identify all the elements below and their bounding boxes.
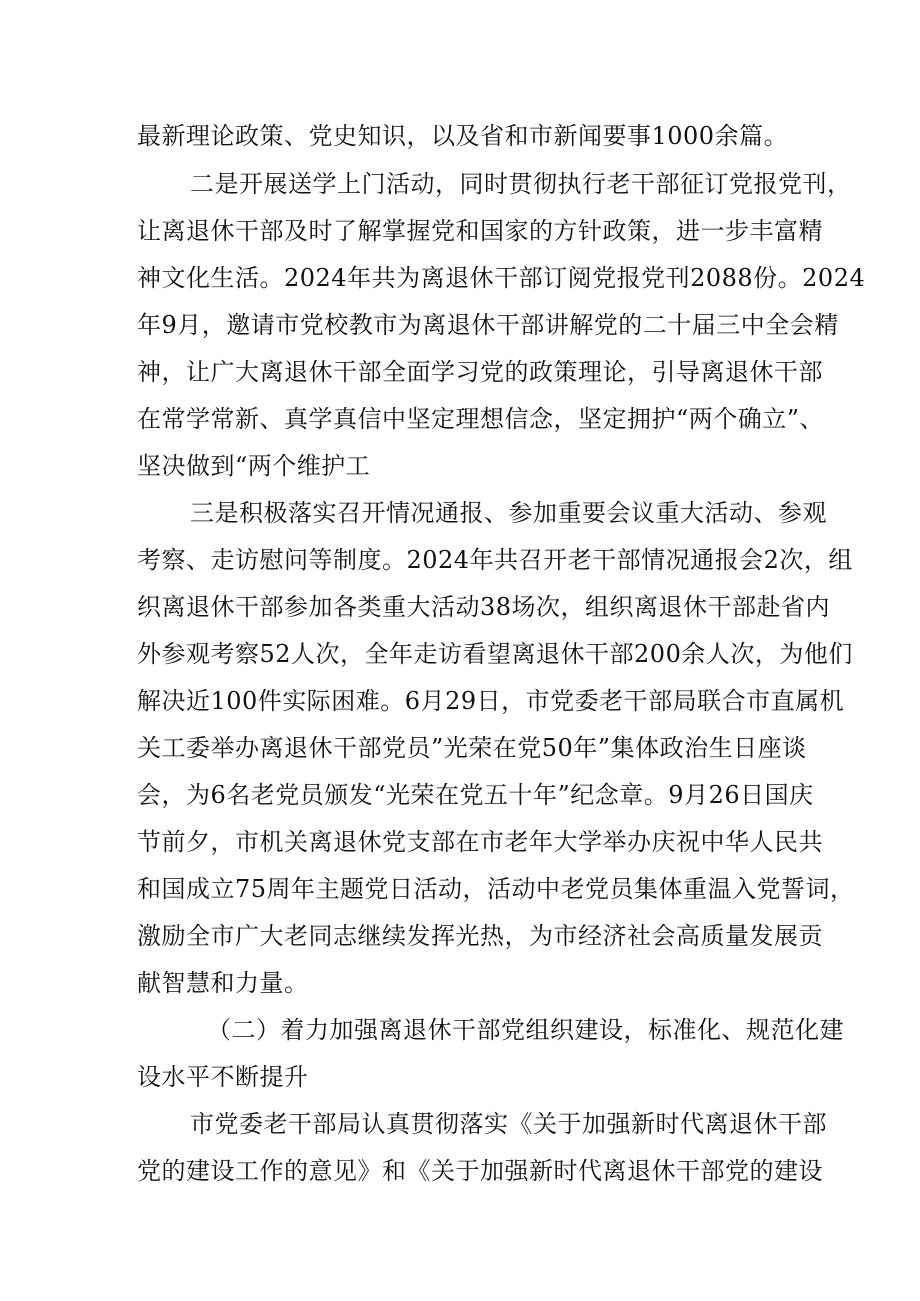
text-line: 年9月，邀请市党校教市为离退休干部讲解党的二十届三中全会精 (137, 311, 839, 339)
text-line: 最新理论政策、党史知识，以及省和市新闻要事1000余篇。 (137, 122, 789, 150)
text-line: 坚决做到“两个维护工 (137, 452, 371, 480)
text-line: 会，为6名老党员颁发“光荣在党五十年”纪念章。9月26日国庆 (137, 781, 814, 809)
paragraph-start-line: 三是积极落实召开情况通报、参加重要会议重大活动、参观 (190, 499, 827, 527)
paragraph-start-line: 市党委老干部局认真贯彻落实《关于加强新时代离退休干部 (190, 1110, 827, 1138)
text-line: 关工委举办离退休干部党员”光荣在党50年”集体政治生日座谈 (137, 734, 807, 762)
paragraph-start-line: 二是开展送学上门活动，同时贯彻执行老干部征订党报党刊， (190, 170, 852, 198)
section-heading-line: （二）着力加强离退休干部党组织建设，标准化、规范化建 (207, 1016, 844, 1044)
text-line: 节前夕，市机关离退休党支部在市老年大学举办庆祝中华人民共 (137, 828, 823, 856)
text-line: 党的建设工作的意见》和《关于加强新时代离退休干部党的建设 (137, 1157, 823, 1185)
text-line: 在常学常新、真学真信中坚定理想信念，坚定拥护“两个确立”、 (137, 405, 825, 433)
text-line: 织离退休干部参加各类重大活动38场次，组织离退休干部赴省内 (137, 593, 831, 621)
text-line: 外参观考察52人次，全年走访看望离退休干部200余人次，为他们 (137, 640, 853, 668)
text-line: 神文化生活。2024年共为离退休干部订阅党报党刊2088份。2024 (137, 264, 866, 292)
text-line: 激励全市广大老同志继续发挥光热，为市经济社会高质量发展贡 (137, 922, 823, 950)
text-line: 解决近100件实际困难。6月29日，市党委老干部局联合市直属机 (137, 687, 845, 715)
text-line: 神，让广大离退休干部全面学习党的政策理论，引导离退休干部 (137, 358, 823, 386)
section-heading-line: 设水平不断提升 (137, 1063, 309, 1091)
text-line: 让离退休干部及时了解掌握党和国家的方针政策，进一步丰富精 (137, 217, 823, 245)
text-line: 考察、走访慰问等制度。2024年共召开老干部情况通报会2次，组 (137, 546, 853, 574)
text-line: 和国成立75周年主题党日活动，活动中老党员集体重温入党誓词， (137, 875, 855, 903)
text-line: 献智慧和力量。 (137, 969, 309, 997)
